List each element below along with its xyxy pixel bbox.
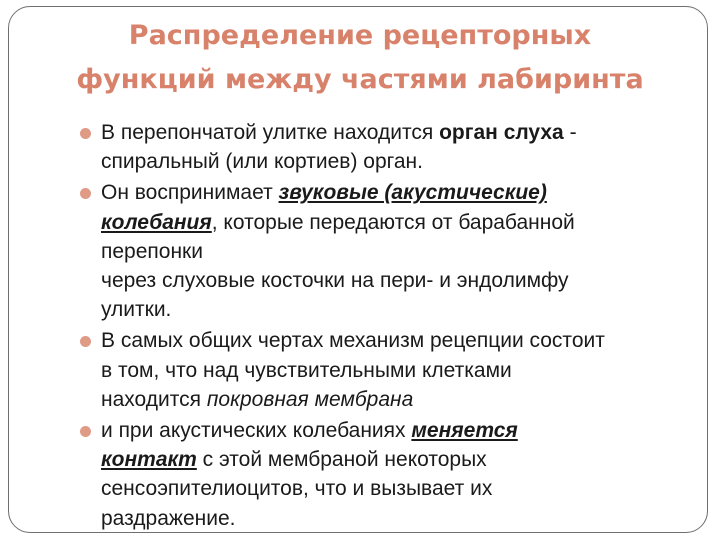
bold-term: орган слуха [439,121,564,144]
bullet-line [101,178,692,207]
text-run: , которые передаются от барабанной [211,210,575,234]
text-run: находится [101,387,207,411]
bullet-line: перепонки [101,239,203,263]
bullet-line: раздражение. [101,506,236,530]
bullet-line [101,416,692,445]
bullet-line: сенсоэпителиоцитов, что и вызывает их [101,477,493,501]
slide-title [20,14,700,102]
title-line-2: функций между частями лабиринта [76,64,644,95]
text-run: и при акустических колебаниях [101,419,412,443]
text-run: - [563,121,577,144]
bullet-line: улитки. [101,298,172,322]
bullet-line: В самых общих чертах механизм рецепции состоит [101,329,605,353]
bullet-line [101,385,692,414]
bullet-line: в том, что над чувствительными клетками [101,358,512,382]
bold-italic-term: колебания [101,210,212,234]
bullet-line: спиральный (или кортиев) орган. [101,150,423,174]
bullet-line: через слуховые косточки на пери- и эндолимфу [101,269,569,293]
text-run: В перепончатой улитке находится [101,121,440,144]
bullet-dot-icon [80,426,91,437]
title-line-1: Распределение рецепторных [128,20,592,51]
bullet-line [101,118,692,147]
text-run: Он воспринимает [101,181,279,205]
bullet-dot-icon [80,336,91,347]
bullet-line [101,208,692,237]
bullet-dot-icon [80,128,91,139]
bullet-item-sound-vibrations [80,178,692,324]
bullet-line [101,445,692,474]
bullet-item-reception-mechanism [80,326,692,414]
bullet-dot-icon [80,188,91,199]
bold-italic-term: меняется [411,419,518,443]
bullet-list [80,118,692,535]
bullet-item-organ-of-hearing [80,118,692,176]
italic-term: покровная мембрана [206,387,414,411]
bold-italic-term: контакт [101,448,197,472]
bullet-item-contact-change [80,416,692,533]
bold-italic-term: звуковые (акустические) [278,181,547,205]
text-run: с этой мембраной некоторых [196,448,487,472]
